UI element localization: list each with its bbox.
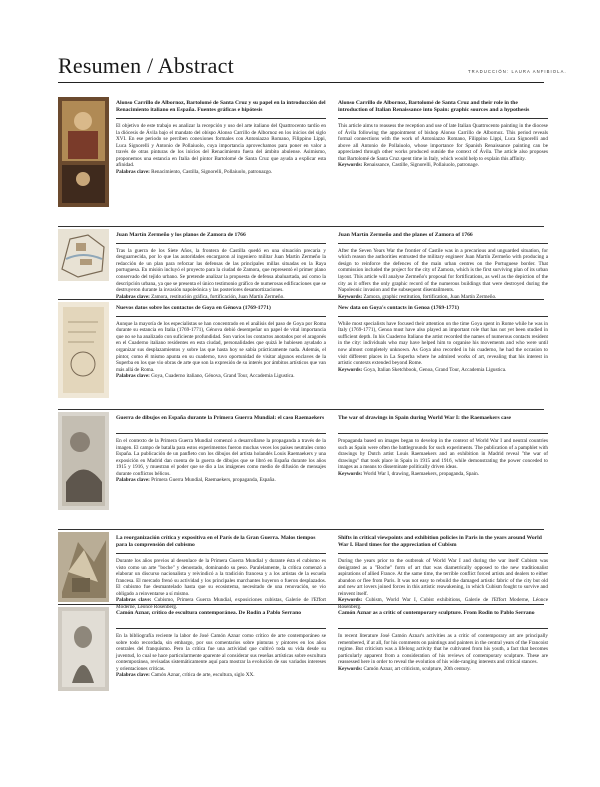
artwork-thumbnail-painting: [58, 97, 109, 207]
keywords-label: Palabras clave:: [116, 597, 152, 604]
keywords: Camón Aznar, crítica de arte, escultura, siglo XX.: [151, 672, 255, 679]
keywords: Zamora, graphic restitution, fortification, Juan Martín Zermeño.: [363, 293, 497, 300]
artwork-thumbnail-cubist: [58, 532, 109, 602]
keywords: Renacimiento, Castilla, Signorelli, Pollaiuolo, patronazgo.: [151, 168, 273, 175]
abstract-body: Aunque la mayoría de los especialistas se han concentrado en el análisis del paso de Goya por Roma durante su estancia en Italia (1769-1771), Génova debió desempeñar un papel de vital importancia que no se ha analizado con suficiente profundidad. Son varios los contactos anotados por el aragonés en el Cuaderno italiano residentes en esta ciudad, personalidades que quizá le hubiesen ayudado a organizar sus desplazamientos y sobre las que hasta hoy se sabía prácticamente nada. Además, el pintor, como él mismo apunta en su cuaderno, tuvo oportunidad de visitar algunos enclaves de la Superba en los que vio obras de arte que son la expresión de su interés por ámbitos artísticos que van más allá de Roma.: [116, 320, 326, 373]
keywords-label: Keywords:: [338, 162, 363, 169]
artwork-thumbnail-map: [58, 229, 109, 281]
keywords-label: Keywords:: [338, 366, 363, 373]
abstract-body: Propaganda based on images began to develop in the context of World War I and neutral countries such as Spain were often the battlegrounds for such experiments. The publication of a pamphlet with drawings by Dutch artist Louis Raemaekers and an exhibition in Madrid reveal "the war of drawings" that took place in Spain in 1915 and 1916, while demonstrating the power conceded to images as a means to disseminate politically driven ideas.: [338, 438, 548, 471]
translation-credit: TRADUCCIÓN: LAURA ANFIBIOLA.: [468, 69, 567, 74]
abstract-title: Camón Aznar, crítico de escultura contemporánea. De Rodin a Pablo Serrano: [116, 605, 326, 629]
keywords-label: Palabras clave:: [116, 293, 150, 300]
keywords: Zamora, restitución gráfica, fortificación, Juan Martín Zermeño.: [151, 293, 285, 300]
abstract-body: Tras la guerra de los Siete Años, la frontera de Castilla quedó en una situación precaria y desguarnecida, por lo que las autoridades encargaron al ingeniero militar Juan Martín Zermeño la redacción de un plan para reforzar las defensas de las principales millas situadas en la Raya portuguesa. En misión incluyó el proyecto para la ciudad de Zamora, que representó el primer plano conservado del tejido urbano. Se pretende analizar la propuesta de defensa abaluartada, así como la descripción urbana, ya que se presenta el único testimonio gráfico de numerosas edificaciones que se destruyeron durante la invasión napoleónica y las posteriores desamortizaciones.: [116, 247, 326, 294]
entry-row: [58, 530, 549, 610]
keywords: Cubismo, Primera Guerra Mundial, exposiciones cubistas, Galerie de l'Effort Moderne, Léonce Rosenberg.: [116, 597, 327, 610]
entry-row: [58, 300, 548, 410]
keywords: Renaissance, Castille, Signorelli, Pollaiuolo, patronage.: [363, 162, 479, 169]
keywords-label: Palabras clave:: [116, 477, 150, 484]
keywords-label: Keywords:: [338, 665, 363, 672]
top-rule: [58, 82, 544, 83]
abstract-title: New data on Goya's contacts in Genoa (1769-1771): [338, 300, 548, 317]
abstract-title: Shifts in critical viewpoints and exhibition policies in Paris in the years around World War I. Hard times for the appreciation of Cubism: [338, 530, 548, 554]
english-abstract: [338, 300, 548, 373]
abstract-title: Juan Martín Zermeño y los planos de Zamora de 1766: [116, 227, 326, 244]
abstract-title: Nuevos datos sobre los contactos de Goya en Génova (1769-1771): [116, 300, 326, 317]
keywords: Camón Aznar, art criticism, sculpture, 20th century.: [363, 665, 471, 672]
entry-row: [58, 95, 548, 227]
abstract-title: Camón Aznar as a critic of contemporary sculpture. From Rodin to Pablo Serrano: [338, 605, 548, 629]
page-title: Resumen / Abstract: [58, 53, 234, 78]
abstract-title: Juan Martín Zermeño and the planes of Zamora of 1766: [338, 227, 548, 244]
spanish-abstract: [116, 410, 326, 484]
keywords-label: Keywords:: [338, 597, 363, 604]
abstract-body: While most specialists have focused their attention on the time Goya spent in Rome while he was in Italy (1769-1771), Genoa must have also played an important role that has not yet been studied in sufficient depth. In his Cuaderno Italiano the artist recorded the names of numerous contacts resident in the city: individuals who may have helped him to organise his movements and who were until now almost completely unknown. As Goya also recorded in his cuaderno, he had the occasion to visit different places in La Superba where he admired works of art, revealing that his interest in artistic contexts extended beyond Rome.: [338, 320, 548, 367]
keywords: Goya, Italian Sketchbook, Genoa, Grand Tour, Accademia Ligustica.: [363, 366, 507, 373]
english-abstract: [338, 530, 548, 610]
spanish-abstract: [116, 227, 326, 300]
keywords: Primera Guerra Mundial, Raemaekers, propaganda, España.: [151, 477, 276, 484]
abstract-title: Alonso Carrillo de Albornoz, Bartolomé de Santa Cruz y su papel en la introducción del Renacimiento italiano en España. Fuentes gráficas e hipótesis: [116, 95, 326, 119]
keywords-label: Palabras clave:: [116, 672, 150, 679]
keywords: World War I, drawing, Raemaekers, propaganda, Spain.: [363, 470, 480, 477]
english-abstract: [338, 95, 548, 169]
keywords-label: Palabras clave:: [116, 168, 150, 175]
keywords: Cubism, World War I, Cubist exhibitions, Galerie de l'Effort Moderne, Léonce Rosenberg.: [338, 597, 549, 610]
english-abstract: [338, 605, 548, 672]
abstract-title: Alonso Carrillo de Albornoz, Bartolomé de Santa Cruz and their role in the introduction of Italian Renaissance into Spain: graphic sources and a hypothesis: [338, 95, 548, 119]
keywords-label: Palabras clave:: [116, 373, 150, 380]
spanish-abstract: [116, 530, 326, 610]
artwork-thumbnail-drawing: [58, 302, 109, 398]
keywords-label: Keywords:: [338, 470, 363, 477]
spanish-abstract: [116, 300, 326, 380]
abstract-title: La reorganización crítica y expositiva en el París de la Gran Guerra. Malos tiempos para la comprensión del cubismo: [116, 530, 326, 554]
abstract-body: After the Seven Years War the frontier of Castile was in a precarious and unguarded situation, for which reason the authorities entrusted the military engineer Juan Martín Zermeño with producing a design to reinforce the defences of the main urban centres on the Portuguese border. That commission included the project for the city of Zamora, which is the first surviving plan of its urban layout. This article will analyse Zermeño's proposal for fortifications, as well as the depiction of the city as it offers the only graphic record of the numerous buildings that were destroyed during the Napoleonic invasion and the subsequent disentailments.: [338, 247, 548, 294]
entry-row: [58, 410, 548, 530]
abstract-body: En el contexto de la Primera Guerra Mundial comenzó a desarrollarse la propaganda a través de la imagen. El campo de batalla para estos experimentos fueron muchas veces los países neutrales como España. La publicación de un panfleto con los dibujos del artista holandés Louis Raemaekers y una exposición en Madrid dan cuenta de la guerra de dibujos que se libró en España durante los años 1915 y 1916, y muestran el poder que se dio a las imágenes como medio de difusión de mensajes durante conflictos bélicos.: [116, 438, 326, 477]
abstract-body: This article aims to reassess the reception and use of late Italian Quattrocento painting in the diocese of Ávila following the appointment of bishop Alonso Carrillo de Albornoz. This period reveals formal connections with the work of Antoniazzo Romano, Filippino Lippi, Luca Signorelli and above all Antonio de Pollaiuolo, whose importance for Spanish Renaissance painting can be appreciated through other works produced outside the context of Ávila. The article also proposes that Bartolomé de Santa Cruz spent time in Italy, which would help to explain this affinity.: [338, 123, 548, 162]
spanish-abstract: [116, 95, 326, 175]
abstract-body: El objetivo de este trabajo es analizar la recepción y uso del arte italiano del Quattrocento tardío en la diócesis de Ávila bajo el mandato del obispo Alonso Carrillo de Albornoz en los inicios del siglo XVI. En ese periodo se perciben conexiones formales con Antoniazzo Romano, Filippino Lippi, Luca Signorelli y Antonio de Pollaiuolo, cuya importancia aprovechamos para poner en valor a través de otras pinturas de los inicios del Renacimiento fuera del ámbito abulense. Asimismo, proponemos una estancia en Italia del pintor Bartolomé de Santa Cruz que ayuda a explicar esta afinidad.: [116, 123, 326, 169]
abstract-body: In recent literature José Camón Aznar's activities as a critic of contemporary art are principally remembered, if at all, for his comments on paintings and painters in the central years of the Francoist regime. But criticism was a lifelong activity that he cultivated from his youth, a fact that becomes particularly apparent from a consideration of his reviews of contemporary sculpture. These are reassessed here in order to reveal the evolution of his wide-ranging interests and critical stances.: [338, 633, 548, 666]
abstract-title: The war of drawings in Spain during World War I: the Raemaekers case: [338, 410, 548, 434]
abstract-body: En la bibliografía reciente la labor de José Camón Aznar como crítico de arte contemporáneo se sobre todo recordada, sin embargo, por sus comentarios sobre pinturas y pintores en los años centrales del franquismo. Pero la crítica fue una actividad que cultivó toda su vida desde su juventud, lo cual se hace particularmente aparente al considerar sus reseñas artísticas sobre escultura contemporánea, revisadas sistemáticamente aquí para mostrar la evolución de sus variados intereses y orientaciones críticas.: [116, 633, 326, 672]
english-abstract: [338, 227, 548, 300]
artwork-thumbnail-sculpture: [58, 607, 109, 691]
abstract-body: During the years prior to the outbreak of World War I and during the war itself Cubism was denigrated as a "Boche" form of art that was diametrically opposed to the new traditionalist aspirations of allied France. At the same time, the terrible conflict forced artists and dealers to either abandon or flee from Paris. It was not easy to rebuild the damaged artistic fabric of the city but old and new art lovers joined forces in this artistic reawakening, in which Cubism fought to survive and reinvent itself.: [338, 558, 548, 597]
english-abstract: [338, 410, 548, 477]
artwork-thumbnail-cartoon: [58, 412, 109, 510]
entry-row: [58, 605, 548, 697]
spanish-abstract: [116, 605, 326, 679]
abstract-title: Guerra de dibujos en España durante la Primera Guerra Mundial: el caso Raemaekers: [116, 410, 326, 434]
entry-row: [58, 227, 548, 300]
keywords-label: Keywords:: [338, 293, 363, 300]
keywords: Goya, Cuaderno italiano, Génova, Grand Tour, Accademia Ligustica.: [151, 373, 295, 380]
abstract-body: Durante los años previos al desenlace de la Primera Guerra Mundial y durante ésta el cubismo es visto como un arte "boche" y denostado, dominando su peso. Paralelamente, la crítica comenzó a elaborar un discurso nacionalista y reivindicó a la tradición francesa y a los artistas de la escuela francesa. El mercado frenó su actividad y los principales marchantes huyeron o fueron desplazados. El cubismo fue desmantelado hasta que su ecosistema, necesitado de una renovación, se vio obligado a reinventarse a sí mismo.: [116, 558, 326, 597]
